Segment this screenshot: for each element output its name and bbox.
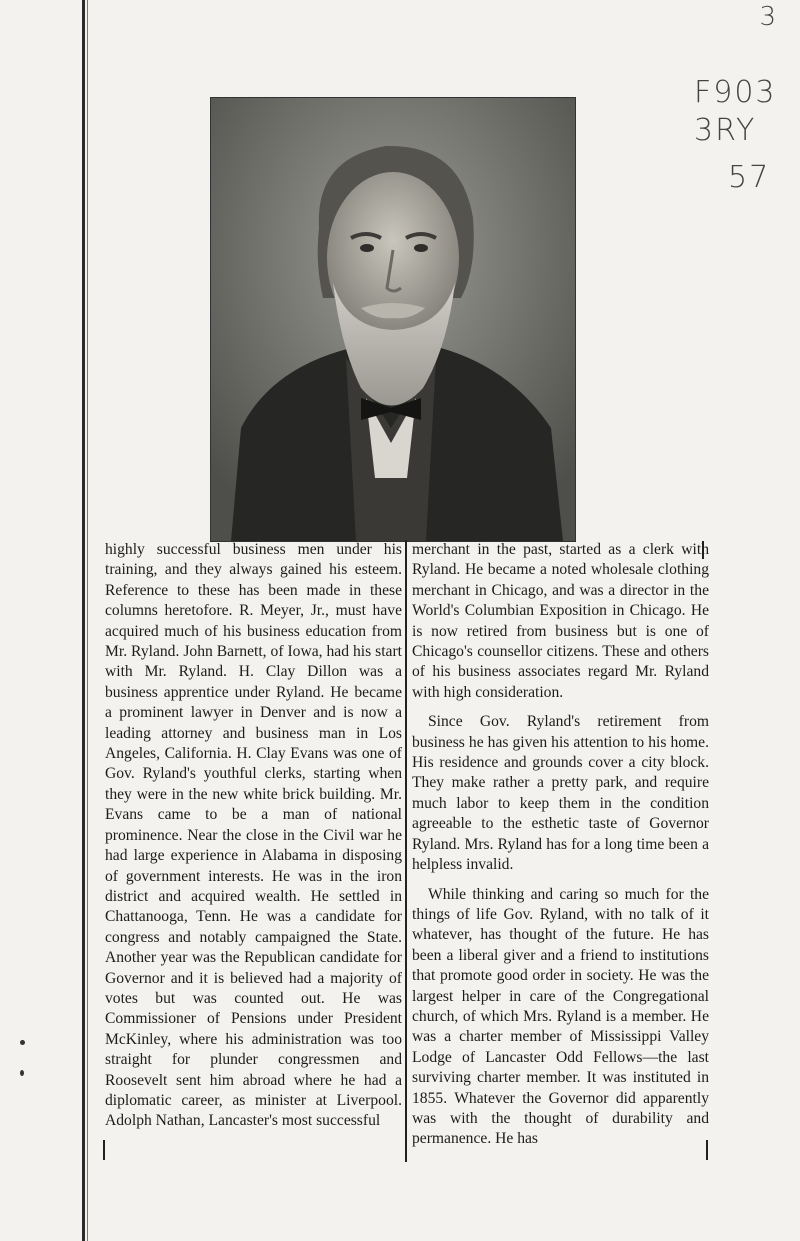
handwritten-page-number: 3 — [759, 2, 778, 32]
right-column-paragraph-1: merchant in the past, started as a clerk with Ryland. He became a noted wholesale clothing merchant in Chicago, and was a director in the World's Columbian Exposition in Chicago. He is now retired from business but is one of Chicago's counsellor citizens. These and others of his business associates regard Mr. Ryland with high consideration. — [412, 541, 709, 701]
right-column-paragraph-2: Since Gov. Ryland's retirement from business he has given his attention to his home. His residence and grounds cover a city block. They make rather a pretty park, and require much labor to keep them in the condition agreeable to the esthetic taste of Governor Ryland. Mrs. Ryland has for a long time been a helpless invalid. — [412, 713, 709, 874]
handwritten-note-1: F903 — [694, 75, 777, 110]
column-divider — [405, 540, 407, 1162]
portrait-photo — [210, 97, 576, 542]
article-right-column — [412, 540, 709, 1160]
right-column-paragraph-3: While thinking and caring so much for the things of life Gov. Ryland, with no talk of it whatever, has thought of the future. He has been a liberal giver and a friend to institutions that promote good order in society. He was the largest helper in care of the Congregational church, of which Mrs. Ryland is a member. He was a charter member of Mississippi Valley Lodge of Lancaster Odd Fellows—the last surviving charter member. It was instituted in 1855. Whatever the Governor did apparently was with the thought of durability and permanence. He has — [412, 885, 709, 1148]
page-binding-shadow — [87, 0, 88, 1241]
handwritten-note-2: 3RY — [694, 113, 757, 148]
scan-speck-1 — [20, 1040, 25, 1045]
portrait-illustration — [211, 98, 575, 541]
handwritten-note-3: 57 — [728, 160, 771, 195]
article-left-column — [105, 540, 402, 1160]
page-binding-edge — [82, 0, 85, 1241]
scan-speck-2 — [20, 1070, 24, 1076]
left-column-text: highly successful business men under his training, and they always gained his esteem. Reference to these has been made in these columns heretofore. R. Meyer, Jr., must have acquired much of his business education from Mr. Ryland. John Barnett, of Iowa, had his start with Mr. Ryland. H. Clay Dillon was a business apprentice under Ryland. He became a prominent lawyer in Denver and is now a leading attorney and business man in Los Angeles, California. H. Clay Evans was one of Gov. Ryland's youthful clerks, starting when they were in the new white brick building. Mr. Evans came to be a man of national prominence. Near the close in the Civil war he had large experience in Alabama in disposing of government interests. He was in the iron district and acquired wealth. He settled in Chattanooga, Tenn. He was a candidate for congress and notably campaigned the State. Another year was the Republican candidate for Governor and it is believed had a majority of votes but was counted out. He was Commissioner of Pensions under President McKinley, where his administration was too straight for plunder congressmen and Roosevelt sent him abroad where he had a diplomatic career, as minister at Liverpool. Adolph Nathan, Lancaster's most successful — [105, 541, 402, 1130]
